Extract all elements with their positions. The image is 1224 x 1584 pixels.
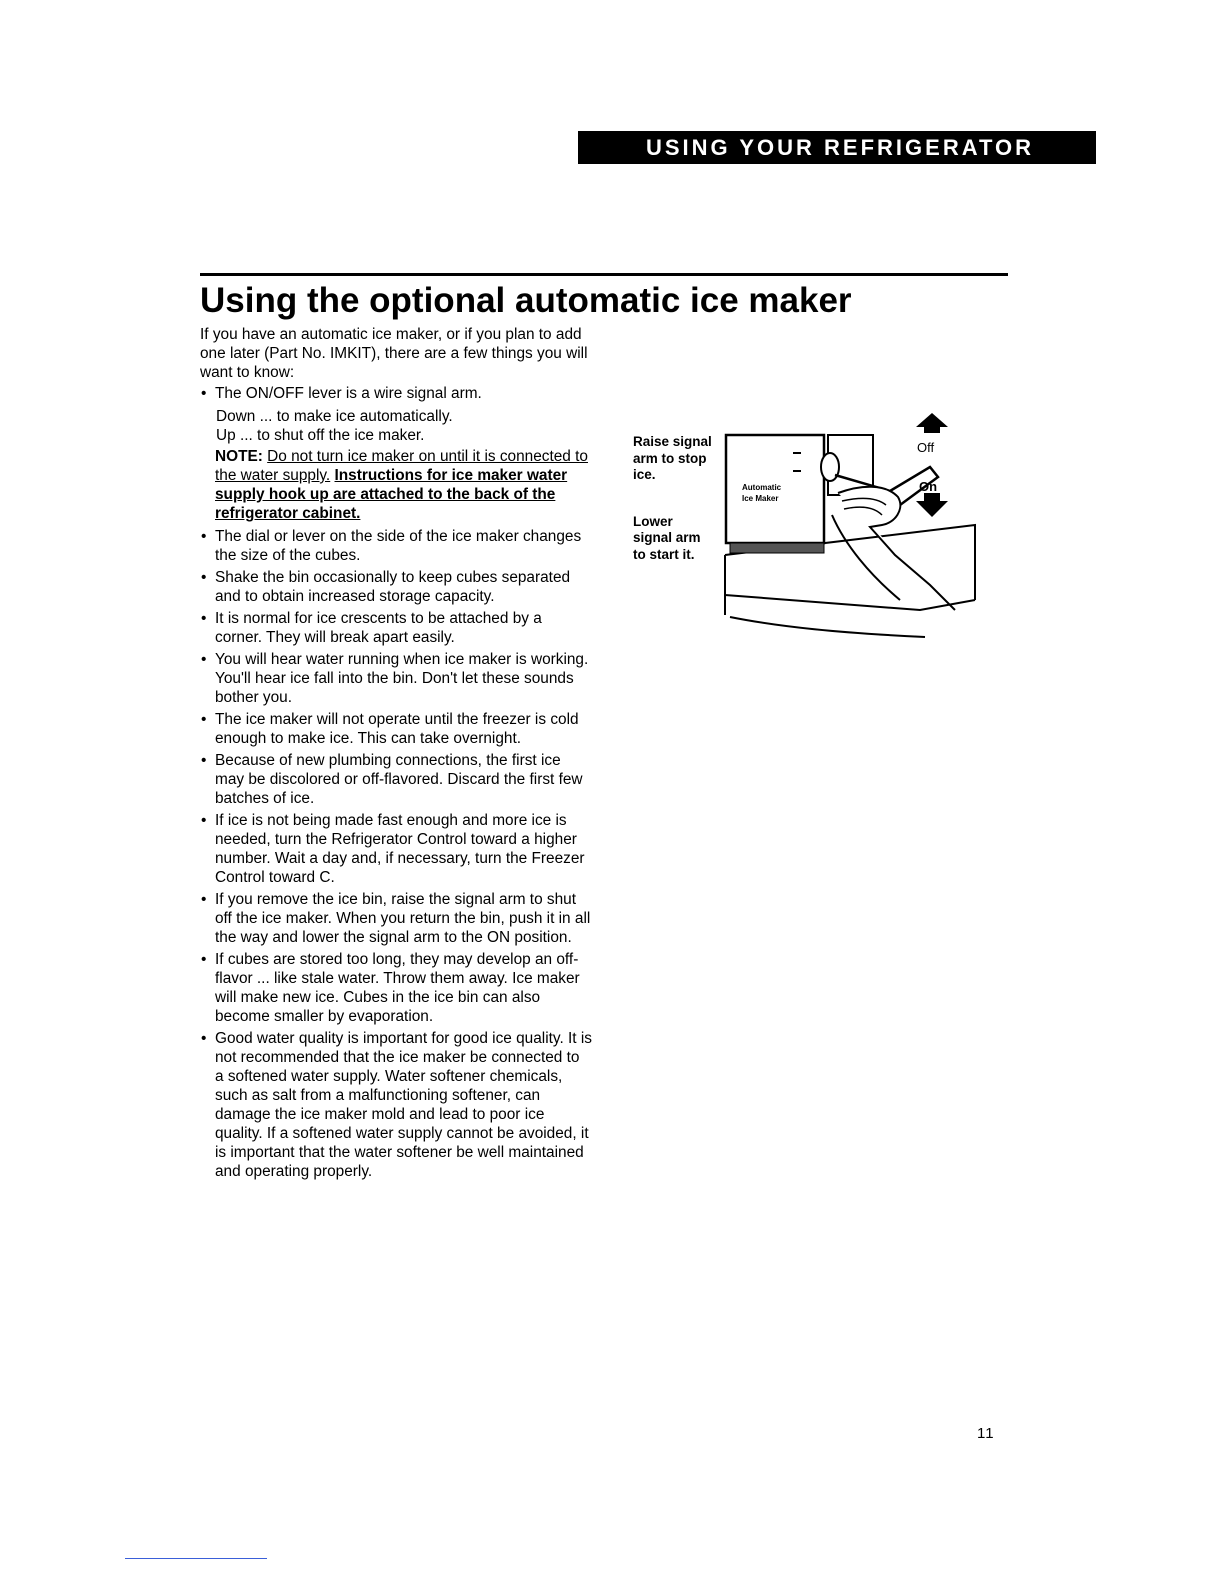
- note-instructions-text: Instructions for ice maker water supply hook up are attached to the back of the refrigerator cabinet.: [215, 467, 568, 522]
- note-warning-text: Do not turn ice maker on until it is connected to the water supply.: [215, 448, 588, 484]
- off-label: Off: [917, 440, 935, 455]
- footer-line: [125, 1558, 267, 1559]
- list-item: • If you remove the ice bin, raise the signal arm to shut off the ice maker. When you return the bin, push it in all the way and lower the signal arm to the ON position.: [200, 890, 592, 947]
- caption-lower: Lower signal arm to start it.: [633, 513, 701, 562]
- bullet-list-tips: [200, 527, 592, 1181]
- ice-maker-base: [730, 543, 824, 553]
- unit-label-line2: Ice Maker: [742, 494, 779, 503]
- up-arrow-icon: [916, 413, 948, 433]
- list-item: • You will hear water running when ice maker is working. You'll hear ice fall into the bin. Don't let these sounds bother you.: [200, 650, 592, 707]
- list-item: • Because of new plumbing connections, the first ice may be discolored or off-flavored. Discard the first few batches of ice.: [200, 751, 592, 808]
- bullet-list: [200, 384, 592, 403]
- forearm-line: [832, 515, 900, 600]
- unit-label-line1: Automatic: [742, 483, 782, 492]
- list-item: • Good water quality is important for good ice quality. It is not recommended that the ice maker be connected to a softened water supply. Water softener chemicals, such as salt from a malfunctioning softener, can damage the ice maker mold and lead to poor ice quality. If a softened water supply cannot be avoided, it is important that the water softener be well maintained and operating properly.: [200, 1029, 592, 1181]
- main-column: [200, 325, 592, 1184]
- list-item: • It is normal for ice crescents to be attached by a corner. They will break apart easily.: [200, 609, 592, 647]
- page-number: 11: [977, 1425, 995, 1442]
- section-header-banner: USING YOUR REFRIGERATOR: [578, 131, 1096, 164]
- list-item: • Shake the bin occasionally to keep cubes separated and to obtain increased storage capacity.: [200, 568, 592, 606]
- note-label: NOTE:: [215, 448, 263, 465]
- figure-captions: [633, 434, 713, 563]
- lever-up-line: Up ... to shut off the ice maker.: [216, 427, 425, 444]
- list-item: • If ice is not being made fast enough and more ice is needed, turn the Refrigerator Control toward a higher number. Wait a day and, if necessary, turn the Freezer Control toward C.: [200, 811, 592, 887]
- list-item: • The ice maker will not operate until the freezer is cold enough to make ice. This can take overnight.: [200, 710, 592, 748]
- control-knob-icon: [821, 453, 839, 481]
- down-arrow-icon: [916, 493, 948, 517]
- caption-raise: Raise signal arm to stop ice.: [633, 434, 712, 482]
- ice-maker-drawing: [720, 405, 990, 645]
- list-item: • If cubes are stored too long, they may develop an off-flavor ... like stale water. Throw them away. Ice maker will make new ice. Cubes in the ice bin can also become smaller by evaporation.: [200, 950, 592, 1026]
- ice-maker-illustration: [720, 405, 990, 645]
- list-item-lever: [200, 384, 592, 403]
- intro-paragraph: If you have an automatic ice maker, or if you plan to add one later (Part No. IMKIT), there are a few things you will want to know:: [200, 326, 588, 381]
- page-title: Using the optional automatic ice maker: [200, 281, 852, 320]
- lever-positions: [216, 407, 592, 445]
- note-block: [215, 447, 592, 523]
- lever-down-line: Down ... to make ice automatically.: [216, 408, 453, 425]
- title-rule: [200, 273, 1008, 276]
- on-label: On: [919, 479, 938, 494]
- lever-text: The ON/OFF lever is a wire signal arm.: [215, 385, 482, 402]
- list-item: • The dial or lever on the side of the ice maker changes the size of the cubes.: [200, 527, 592, 565]
- bin-front-edge: [730, 617, 925, 637]
